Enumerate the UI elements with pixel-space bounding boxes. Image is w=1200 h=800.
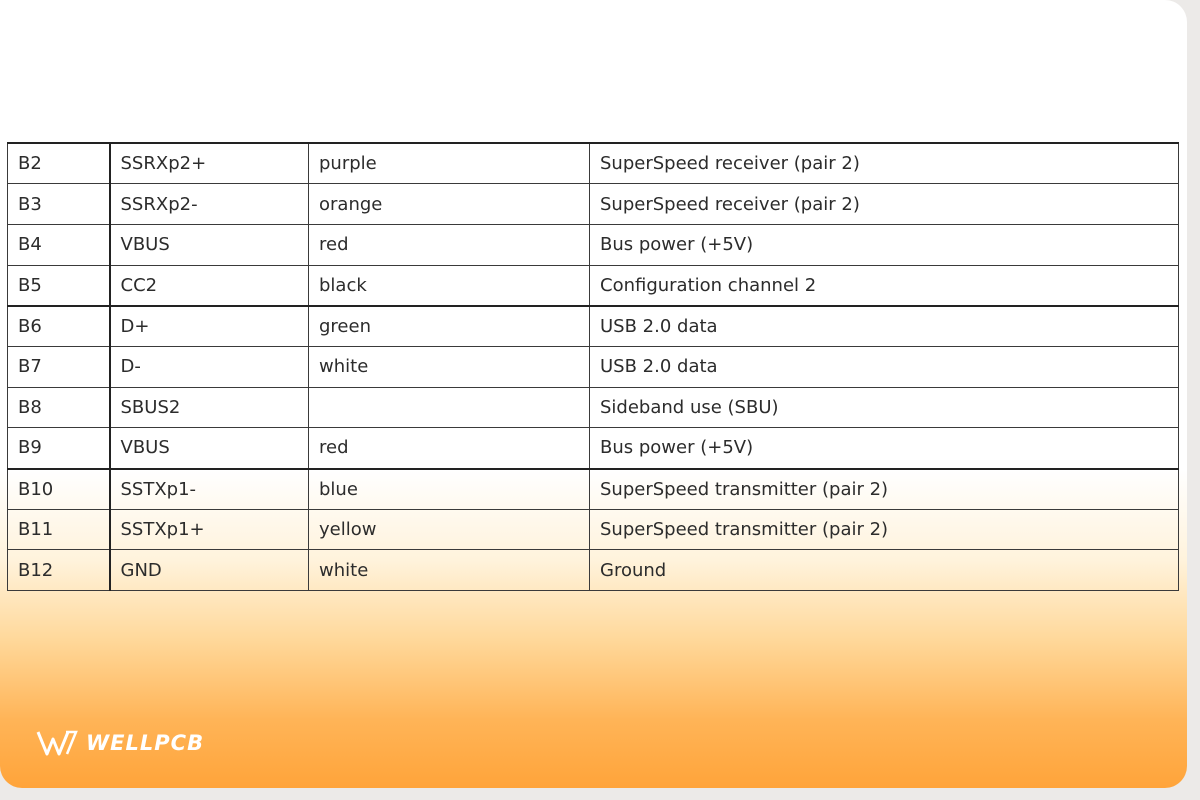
pin-cell: B10 bbox=[8, 469, 110, 510]
signal-cell: CC2 bbox=[110, 265, 309, 306]
table-row bbox=[8, 346, 1179, 387]
table-row bbox=[8, 224, 1179, 265]
logo-text: WELLPCB bbox=[86, 731, 205, 755]
signal-cell: VBUS bbox=[110, 224, 309, 265]
table-row bbox=[8, 509, 1179, 550]
wire-color-cell: green bbox=[309, 306, 590, 347]
signal-cell: SSRXp2- bbox=[110, 184, 309, 225]
description-cell: Ground bbox=[590, 550, 1179, 591]
wire-color-cell: red bbox=[309, 224, 590, 265]
signal-cell: VBUS bbox=[110, 428, 309, 469]
description-cell: USB 2.0 data bbox=[590, 306, 1179, 347]
description-cell: Bus power (+5V) bbox=[590, 224, 1179, 265]
wire-color-cell: red bbox=[309, 428, 590, 469]
table-row bbox=[8, 550, 1179, 591]
table-row bbox=[8, 469, 1179, 510]
pin-cell: B3 bbox=[8, 184, 110, 225]
description-cell: SuperSpeed receiver (pair 2) bbox=[590, 143, 1179, 184]
wire-color-cell: orange bbox=[309, 184, 590, 225]
table-row bbox=[8, 184, 1179, 225]
pin-cell: B9 bbox=[8, 428, 110, 469]
signal-cell: SSRXp2+ bbox=[110, 143, 309, 184]
signal-cell: D- bbox=[110, 346, 309, 387]
description-cell: Sideband use (SBU) bbox=[590, 387, 1179, 428]
pin-cell: B12 bbox=[8, 550, 110, 591]
signal-cell: SBUS2 bbox=[110, 387, 309, 428]
table-row bbox=[8, 387, 1179, 428]
description-cell: SuperSpeed transmitter (pair 2) bbox=[590, 509, 1179, 550]
wire-color-cell: white bbox=[309, 346, 590, 387]
signal-cell: D+ bbox=[110, 306, 309, 347]
pin-cell: B8 bbox=[8, 387, 110, 428]
wellpcb-w-icon bbox=[36, 729, 80, 757]
table-row bbox=[8, 428, 1179, 469]
wire-color-cell: yellow bbox=[309, 509, 590, 550]
description-cell: USB 2.0 data bbox=[590, 346, 1179, 387]
wire-color-cell: black bbox=[309, 265, 590, 306]
pin-cell: B5 bbox=[8, 265, 110, 306]
pin-cell: B2 bbox=[8, 143, 110, 184]
table-row bbox=[8, 265, 1179, 306]
pin-cell: B6 bbox=[8, 306, 110, 347]
wire-color-cell bbox=[309, 387, 590, 428]
wire-color-cell: white bbox=[309, 550, 590, 591]
pin-cell: B7 bbox=[8, 346, 110, 387]
description-cell: SuperSpeed transmitter (pair 2) bbox=[590, 469, 1179, 510]
wellpcb-logo bbox=[36, 729, 204, 757]
wire-color-cell: purple bbox=[309, 143, 590, 184]
signal-cell: GND bbox=[110, 550, 309, 591]
table-row bbox=[8, 143, 1179, 184]
description-cell: Bus power (+5V) bbox=[590, 428, 1179, 469]
table-row bbox=[8, 306, 1179, 347]
pin-cell: B11 bbox=[8, 509, 110, 550]
signal-cell: SSTXp1+ bbox=[110, 509, 309, 550]
wire-color-cell: blue bbox=[309, 469, 590, 510]
signal-cell: SSTXp1- bbox=[110, 469, 309, 510]
description-cell: SuperSpeed receiver (pair 2) bbox=[590, 184, 1179, 225]
pin-cell: B4 bbox=[8, 224, 110, 265]
description-cell: Configuration channel 2 bbox=[590, 265, 1179, 306]
usb-c-pinout-table bbox=[7, 142, 1179, 591]
